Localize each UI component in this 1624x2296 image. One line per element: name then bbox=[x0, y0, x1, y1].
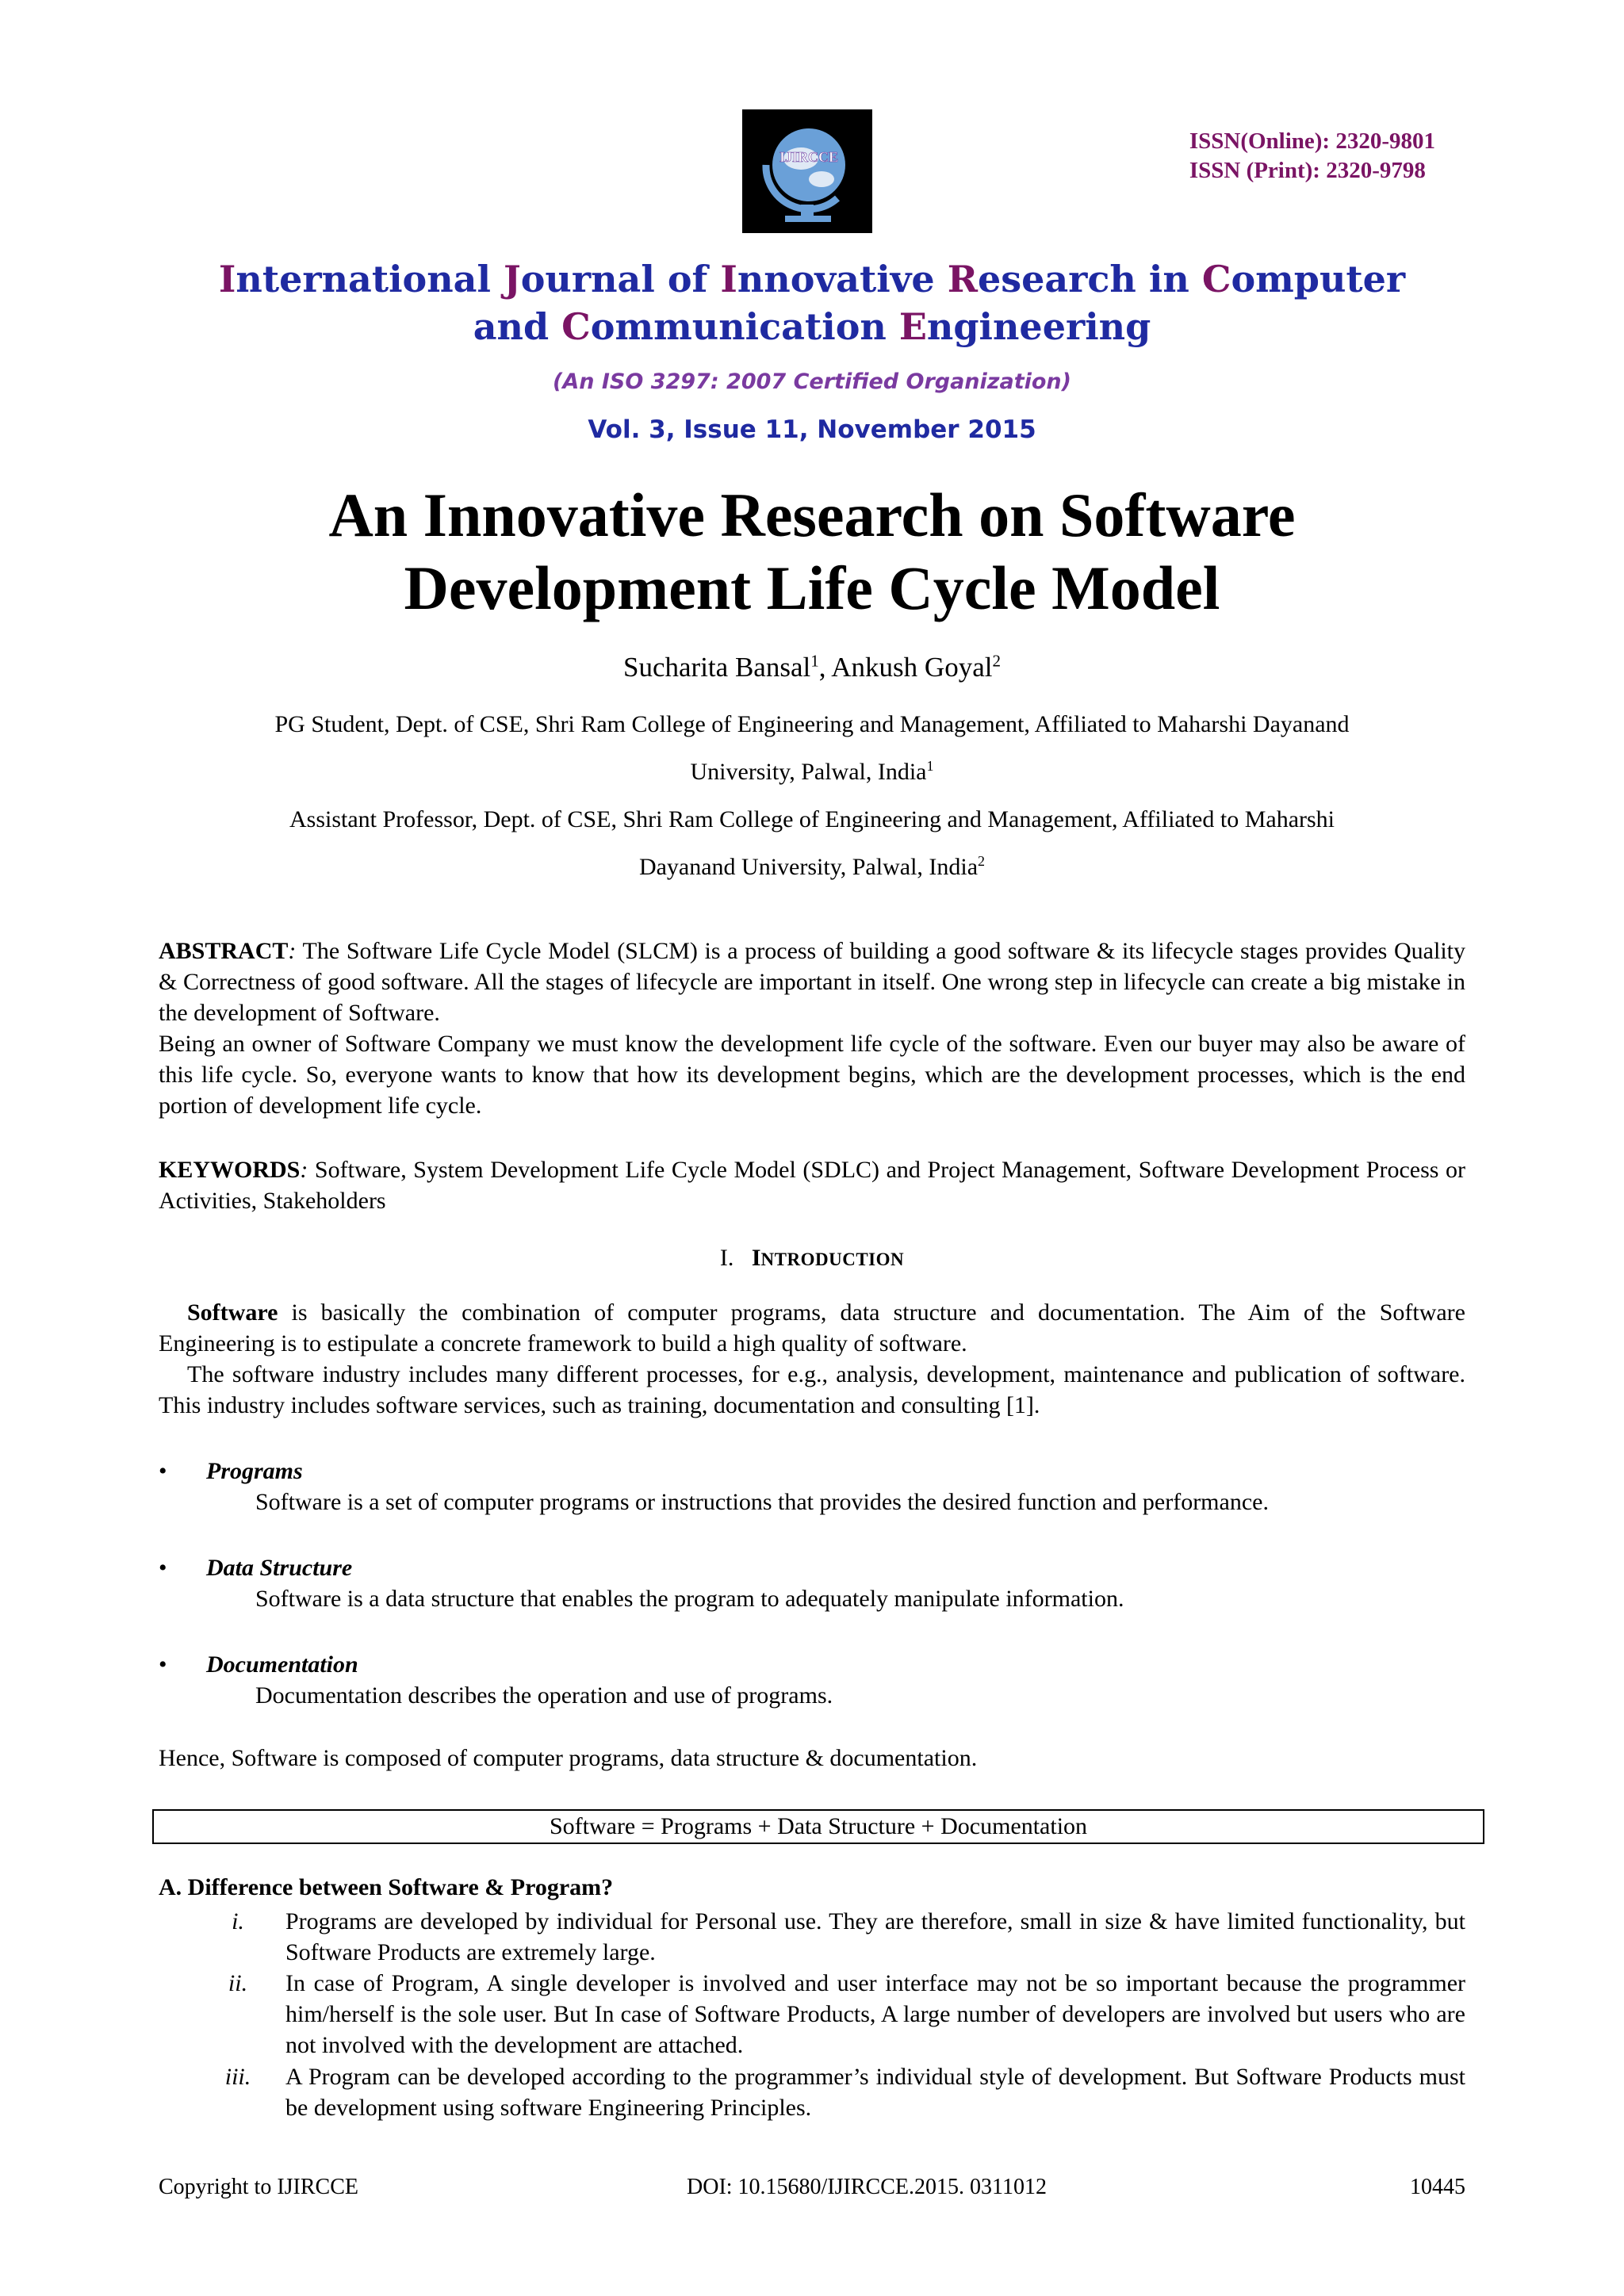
affiliation-2: Assistant Professor, Dept. of CSE, Shri Ram College of Engineering and Management, Affiliated to Maharshi Dayanand University, Palwal, India$^2$ bbox=[289, 806, 1335, 880]
author-list: Sucharita Bansal$^1$, Ankush Goyal$^2$ bbox=[623, 651, 1001, 683]
difference-item-1: i. Programs are developed by individual for Personal use. They are therefore, small in size & have limited functionality, but Software Products are extremely large. bbox=[232, 1908, 1465, 1965]
author-1: Sucharita Bansal bbox=[623, 652, 811, 683]
bullet-icon: • bbox=[159, 1555, 167, 1581]
abstract-label: ABSTRACT bbox=[159, 938, 289, 964]
footer-doi: DOI: 10.15680/IJIRCCE.2015. 0311012 bbox=[687, 2175, 1047, 2199]
svg-text:IJIRCCE: IJIRCCE bbox=[779, 149, 839, 165]
abstract: ABSTRACT: The Software Life Cycle Model (SLCM) is a process of building a good software & its lifecycle stages provides Quality & Correctness of good software. All the stages of lifecycle are important in itself. One wrong step in lifecycle can create a big mistake in the development of Software. Being an owner of Software Company we must know the development life cycle of the software. Even our buyer may also be aware of this life cycle. So, everyone wants to know that how its development begins, which are the development processes, which is the end portion of development life cycle. bbox=[159, 938, 1465, 1119]
paper-page: IJIRCCE ISSN(Online): 2320-9801 ISSN (Print): 2320-9798 International Journal of Innovative Research in Computer and Communication Engineering (An ISO 3297: 2007 Certified Organization) Vol. 3, Issue 11, November 2015 An Innovative Research on Software Development Life Cycle Model Sucharita Bansal$^1$, Ankush Goyal$^2$ PG Student, Dept. of CSE, Shri Ram College of Engineering and Management, Affiliated to Maharshi Dayanand University, Palwal, India$^1$ Assistant Professor, Dept. of CSE, Shri Ram College of Engineering and Management, Affiliated to Maharshi Dayanand University, Palwal, India$^2$ ABSTRACT: The Software Life Cycle Model (SLCM) is a process of building a good software & its lifecycle stages provides Quality & Correctness of good software. All the stages of lifecycle are important in itself. One wrong step in lifecycle can create a big mistake in the development of Software. Being an owner of Software Company we must know the development life cycle of the software. Even our buyer may also be aware of this life cycle. So, everyone wants to know that how its development begins, which are the development processes, which is the end portion of development life cycle. KEYWORDS: Software, System Development Life Cycle Model (SDLC) and Project Management, Software Development Process or Activities, Stakeholders I. INTRODUCTION Software is basically the combination of computer programs, data structure and documentation. The Aim of the Software Engineering is to estipulate a concrete framework to build a high quality of software. The software industry includes many different processes, for e.g., analysis, development, maintenance and publication of software. This industry includes software services, such as training, documentation and consulting [1]. • Programs Software is a set of computer programs or instructions that provides the desired function and performance. • Data Structure Software is a data structure that enables the program to adequately manipulate information. • Documentation Documentation describes the operation and use of programs. Hence, Software is composed of computer programs, data structure & documentation. Software = Programs + Data Structure + Documentation A. Difference between Software & Program? i. Programs are developed by individual for Personal use. They are therefore, small in size & have limited functionality, but Software Products are extremely large. ii. In case of Program, A single developer is involved and user interface may not be so important because the programmer him/herself is the sole user. But In case of Software Products, A large number of developers are involved but users who are not involved with the development are attached. iii. A Program can be developed according to the programmer’s individual style of development. But Software Products must be development using software Engineering Principles. Copyright to IJIRCCE DOI: 10.15680/IJIRCCE.2015. 0311012 10445 bbox=[0, 0, 1624, 2296]
bullet-icon: • bbox=[159, 1458, 167, 1484]
globe-icon bbox=[742, 109, 872, 233]
keywords-label: KEYWORDS bbox=[159, 1157, 301, 1183]
difference-item-3: iii. A Program can be developed according to the programmer’s individual style of development. But Software Products must be development using software Engineering Principles. bbox=[224, 2064, 1465, 2121]
affiliation-1: PG Student, Dept. of CSE, Shri Ram College of Engineering and Management, Affiliated to Maharshi Dayanand University, Palwal, India$^1$ bbox=[274, 711, 1350, 785]
journal-name-line1: International Journal of Innovative Research in Computer bbox=[218, 258, 1406, 300]
keywords: KEYWORDS: Software, System Development Life Cycle Model (SDLC) and Project Management, Software Development Process or Activities, Stakeholders bbox=[159, 1157, 1465, 1214]
journal-name-line2: and Communication Engineering bbox=[473, 305, 1151, 348]
author-2: Ankush Goyal bbox=[831, 652, 993, 683]
bullet-icon: • bbox=[159, 1651, 167, 1678]
journal-name bbox=[0, 255, 1624, 350]
intro-paragraphs: Software is basically the combination of computer programs, data structure and documentation. The Aim of the Software Engineering is to estipulate a concrete framework to build a high quality of software. The software industry includes many different processes, for e.g., analysis, development, maintenance and publication of software. This industry includes software services, such as training, documentation and consulting [1]. bbox=[159, 1299, 1465, 1418]
footer-copyright: Copyright to IJIRCCE bbox=[159, 2175, 359, 2199]
paper-title: An Innovative Research on Software Development Life Cycle Model bbox=[328, 480, 1296, 622]
issn-block bbox=[1189, 127, 1435, 186]
subsection-heading-a: A. Difference between Software & Program? bbox=[159, 1874, 614, 1900]
section-heading-introduction: I. INTRODUCTION bbox=[719, 1245, 905, 1271]
issn-online: ISSN(Online): 2320-9801 bbox=[1189, 128, 1435, 154]
difference-item-2: ii. In case of Program, A single developer is involved and user interface may not be so important because the programmer him/herself is the sole user. But In case of Software Products, A large number of developers are involved but users who are not involved with the development are attached. bbox=[228, 1970, 1465, 2058]
journal-logo bbox=[742, 109, 872, 233]
certification-note: (An ISO 3297: 2007 Certified Organization) bbox=[553, 369, 1071, 394]
software-formula: Software = Programs + Data Structure + Documentation bbox=[152, 1809, 1484, 1844]
footer-page-number: 10445 bbox=[1410, 2175, 1465, 2199]
hence-sentence: Hence, Software is composed of computer programs, data structure & documentation. bbox=[159, 1745, 978, 1771]
issn-print: ISSN (Print): 2320-9798 bbox=[1189, 158, 1426, 183]
volume-issue: Vol. 3, Issue 11, November 2015 bbox=[588, 415, 1036, 444]
